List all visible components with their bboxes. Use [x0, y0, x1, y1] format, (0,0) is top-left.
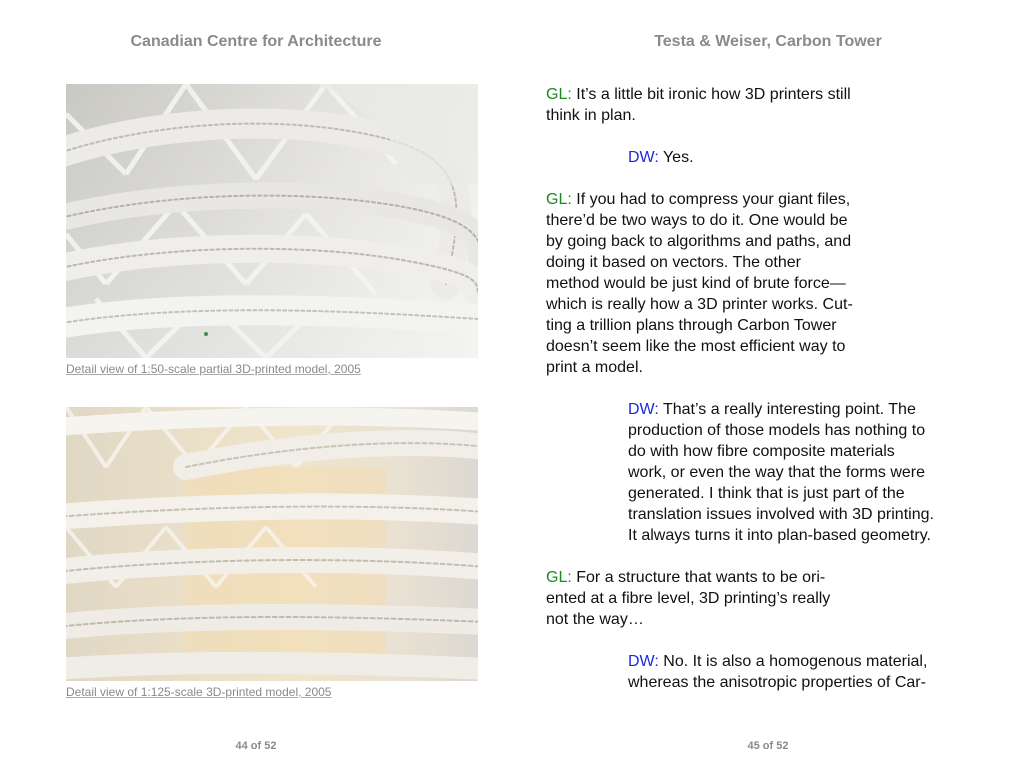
interview-dialogue [546, 84, 986, 714]
running-head-left [0, 33, 512, 51]
dialogue-text: That’s a really interesting point. The [658, 401, 916, 418]
speaker-label: GL: [546, 191, 572, 208]
dialogue-paragraph [546, 84, 986, 126]
dialogue-paragraph [546, 567, 986, 630]
dialogue-line: print a model. [546, 359, 643, 376]
speaker-label: GL: [546, 86, 572, 103]
dialogue-line: ting a trillion plans through Carbon Tower [546, 317, 837, 334]
dialogue-text: If you had to compress your giant files, [571, 191, 851, 208]
figure-caption-2[interactable]: Detail view of 1:125-scale 3D-printed model, 2005 [66, 685, 332, 699]
dialogue-line: by going back to algorithms and paths, and [546, 233, 852, 250]
speaker-label: DW: [628, 401, 659, 418]
dialogue-paragraph [628, 399, 986, 546]
dialogue-line: method would be just kind of brute force— [546, 275, 846, 292]
model-photo-2 [66, 407, 478, 681]
page-number-left: 44 of 52 [235, 740, 277, 752]
page-number-right: 45 of 52 [747, 740, 789, 752]
dialogue-line [546, 189, 986, 210]
dialogue-line: production of those models has nothing to [628, 422, 926, 439]
running-head-left-text: Canadian Centre for Architecture [130, 33, 382, 50]
dialogue-line: ented at a fibre level, 3D printing’s really [546, 590, 831, 607]
dialogue-line [546, 84, 986, 105]
dialogue-line: work, or even the way that the forms were [628, 464, 926, 481]
speaker-label: DW: [628, 149, 659, 166]
figure-photo-2 [66, 407, 478, 681]
dialogue-line: there’d be two ways to do it. One would be [546, 212, 848, 229]
dialogue-paragraph [628, 651, 986, 693]
right-page [512, 0, 1024, 768]
model-photo-1 [66, 84, 478, 358]
speaker-label: DW: [628, 653, 659, 670]
dialogue-line [628, 651, 986, 672]
dialogue-line [628, 399, 986, 420]
figure-caption-1[interactable]: Detail view of 1:50-scale partial 3D-printed model, 2005 [66, 362, 361, 376]
figure-photo-1 [66, 84, 478, 358]
dialogue-line: not the way… [546, 611, 644, 628]
dialogue-line: It always turns it into plan-based geometry. [628, 527, 931, 544]
dialogue-text: For a structure that wants to be ori- [571, 569, 826, 586]
dialogue-line: which is really how a 3D printer works. Cut- [546, 296, 853, 313]
dialogue-line: doesn’t seem like the most efficient way to [546, 338, 846, 355]
dialogue-paragraph [546, 189, 986, 378]
running-head-right [512, 33, 1024, 51]
dialogue-line: generated. I think that is just part of the [628, 485, 905, 502]
dialogue-line: whereas the anisotropic properties of Car- [628, 674, 926, 691]
dialogue-text: It’s a little bit ironic how 3D printers still [571, 86, 851, 103]
dialogue-line [546, 567, 986, 588]
dialogue-line: doing it based on vectors. The other [546, 254, 801, 271]
dialogue-text: Yes. [658, 149, 694, 166]
dialogue-paragraph [628, 147, 986, 168]
running-head-right-text: Testa & Weiser, Carbon Tower [654, 33, 882, 50]
dialogue-line: translation issues involved with 3D printing. [628, 506, 934, 523]
speaker-label: GL: [546, 569, 572, 586]
dialogue-line: do with how fibre composite materials [628, 443, 895, 460]
dialogue-text: No. It is also a homogenous material, [658, 653, 928, 670]
dialogue-line: think in plan. [546, 107, 636, 124]
dialogue-line [628, 147, 986, 168]
